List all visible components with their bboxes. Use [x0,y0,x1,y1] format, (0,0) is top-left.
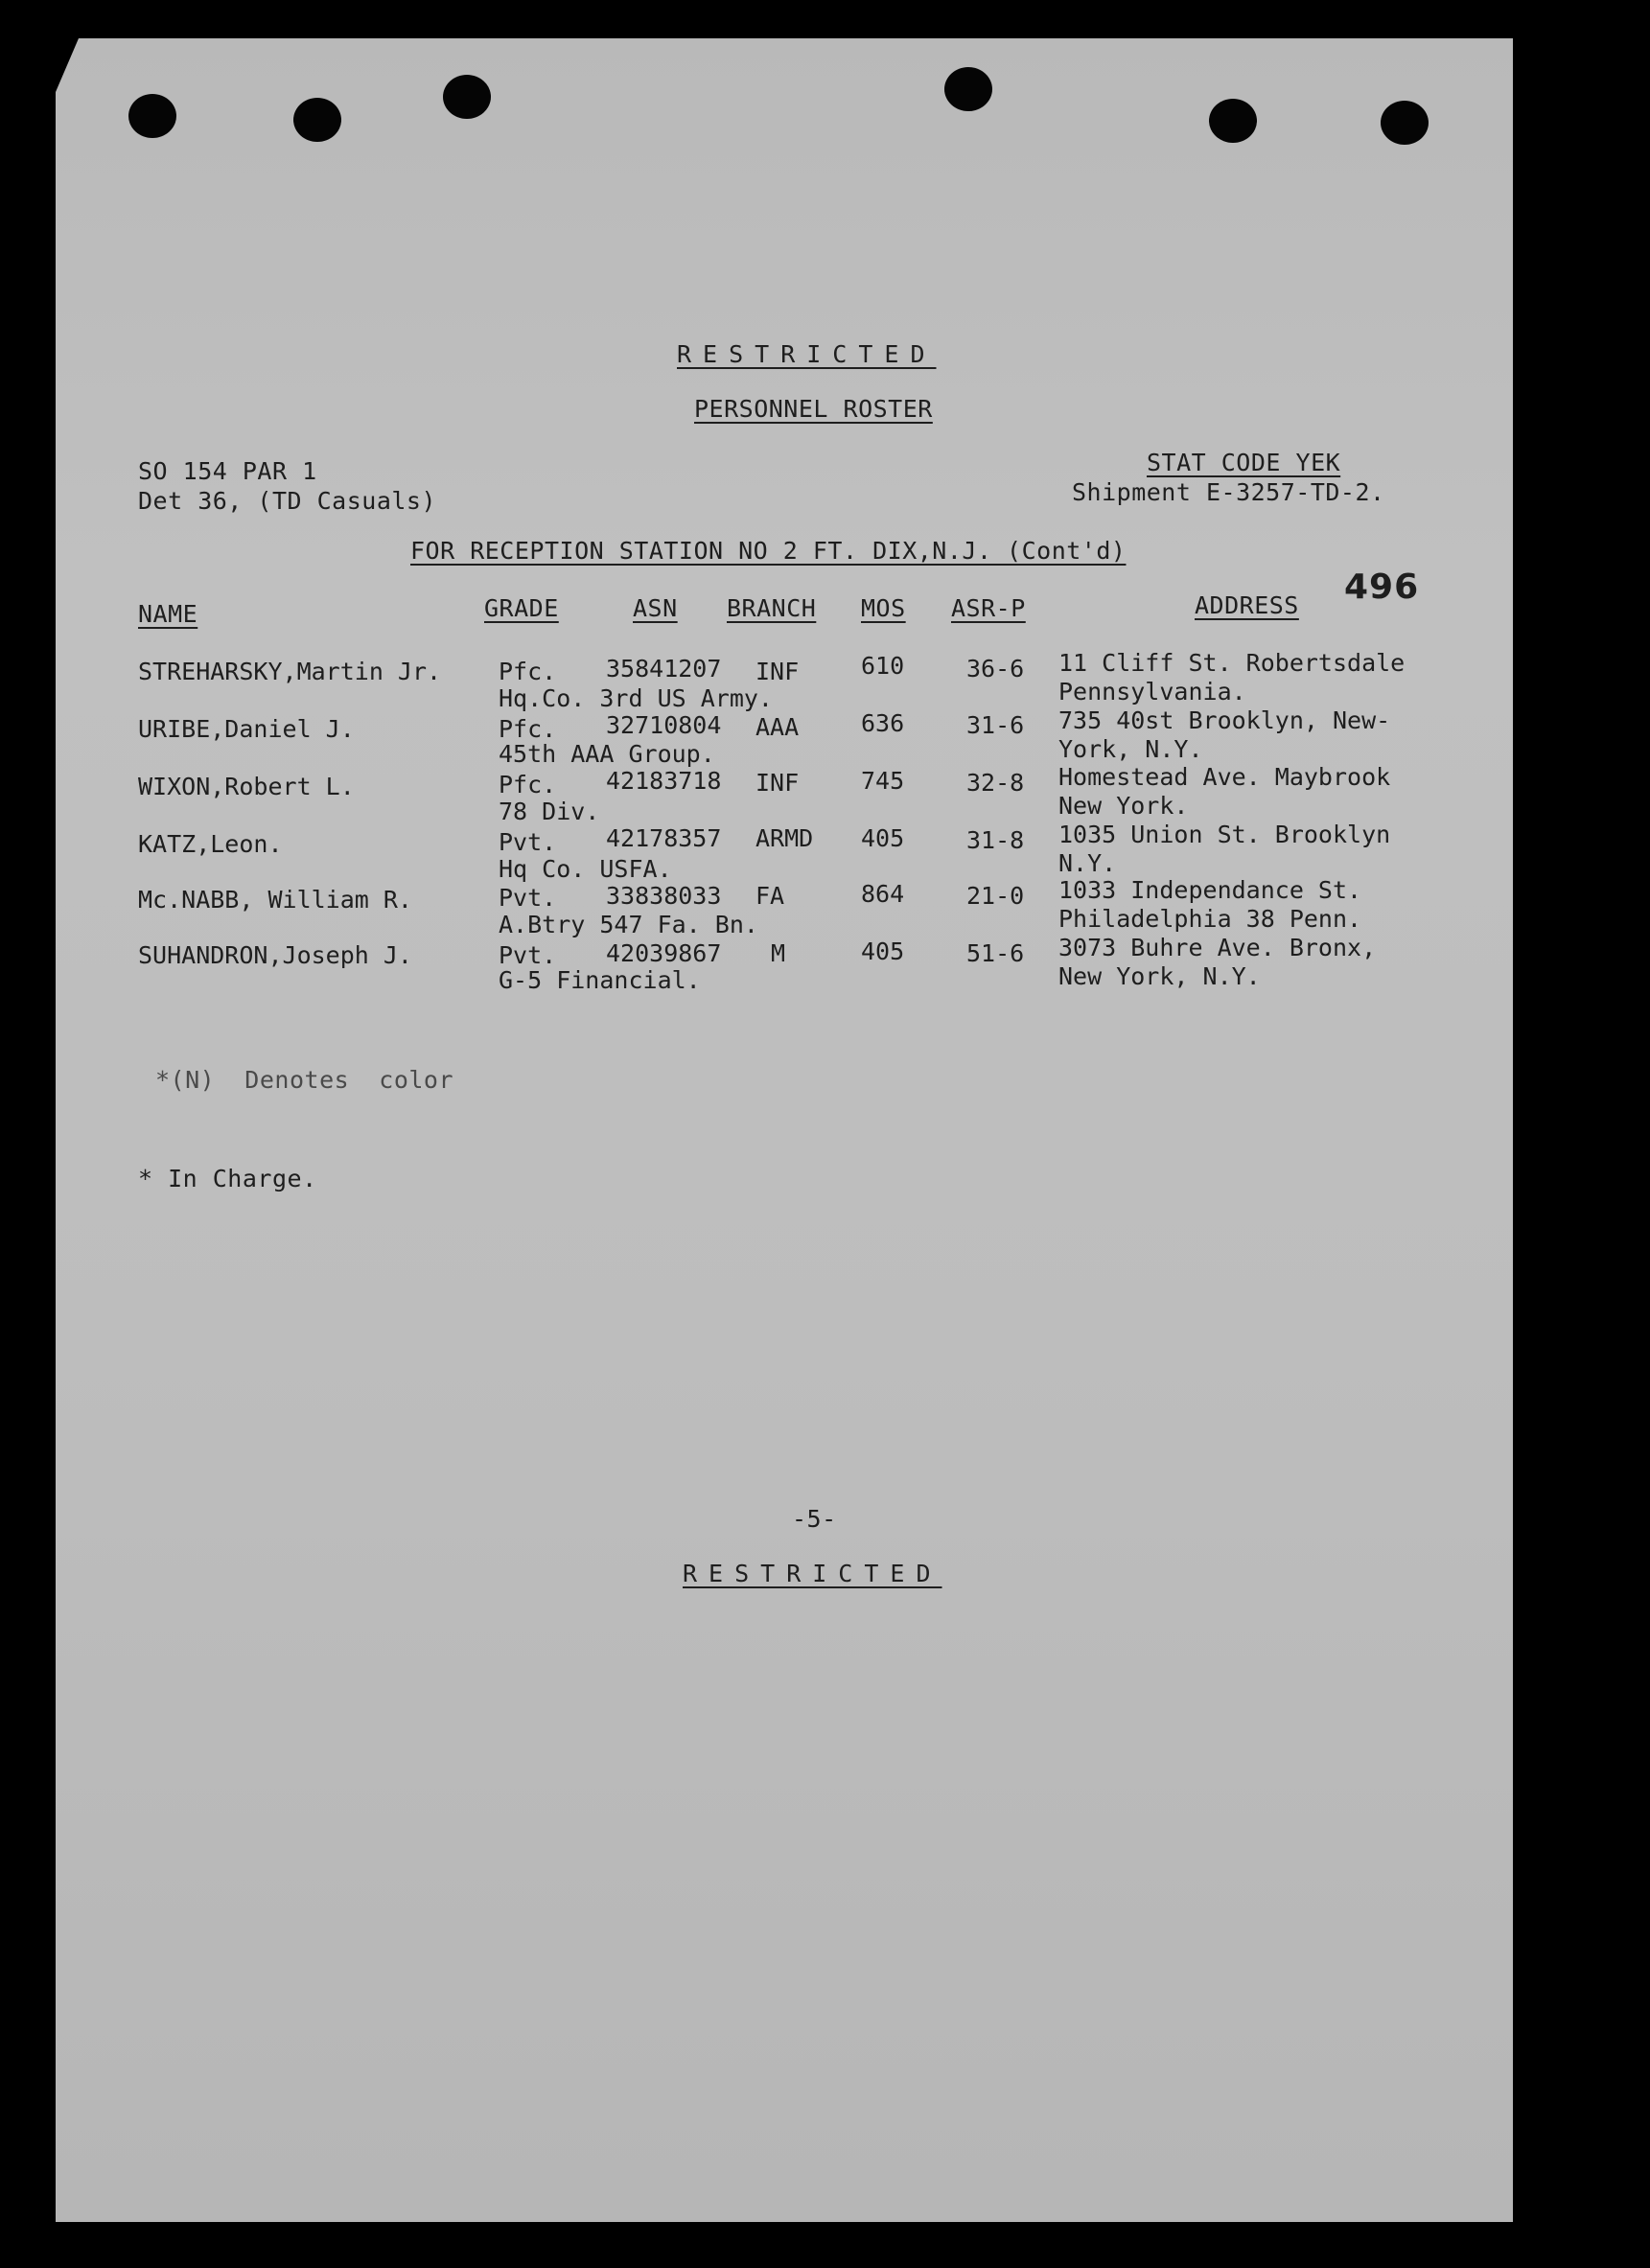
destination-line: FOR RECEPTION STATION NO 2 FT. DIX,N.J. (Cont'd) [410,537,1127,565]
row-asn: 35841207 [606,655,722,683]
stat-code: STAT CODE YEK [1147,449,1341,476]
footnote-color: *(N) Denotes color [155,1066,454,1094]
row-mos: 745 [861,767,905,795]
row-branch: INF [755,658,800,685]
row-address-line2: N.Y. [1058,849,1117,877]
row-address-line2: New York, N.Y. [1058,962,1261,990]
punch-hole [293,98,341,142]
special-order-line: SO 154 PAR 1 [138,457,317,485]
row-asr: 21-0 [966,882,1025,910]
row-name: SUHANDRON,Joseph J. [138,941,412,969]
row-asn: 42039867 [606,939,722,967]
row-address-line1: 1033 Independance St. [1058,876,1362,904]
column-header-asr: ASR-P [951,594,1026,622]
row-branch: M [771,939,786,967]
punch-hole [443,75,491,119]
footnote-in-charge: * In Charge. [138,1165,317,1192]
row-grade: Pfc. [499,715,557,743]
row-address-line2: Philadelphia 38 Penn. [1058,905,1362,933]
row-grade: Pfc. [499,771,557,798]
column-header-branch: BRANCH [727,594,817,622]
row-branch: AAA [755,713,800,741]
row-unit: G-5 Financial. [499,966,701,994]
row-mos: 405 [861,824,905,852]
row-asn: 33838033 [606,882,722,910]
row-grade: Pvt. [499,884,557,912]
row-address-line2: York, N.Y. [1058,735,1203,763]
row-asr: 36-6 [966,655,1025,683]
column-header-asn: ASN [633,594,678,622]
document-title: PERSONNEL ROSTER [694,395,933,423]
document-number: 496 [1344,567,1420,607]
row-address-line1: 1035 Union St. Brooklyn [1058,821,1391,848]
row-mos: 864 [861,880,905,908]
row-address-line1: 735 40st Brooklyn, New- [1058,706,1391,734]
row-branch: ARMD [755,824,814,852]
row-asr: 32-8 [966,769,1025,797]
row-address-line1: Homestead Ave. Maybrook [1058,763,1391,791]
row-name: KATZ,Leon. [138,830,283,858]
row-unit: Hq Co. USFA. [499,855,672,883]
column-header-address: ADDRESS [1195,591,1299,619]
row-asr: 51-6 [966,939,1025,967]
row-unit: 78 Div. [499,798,600,825]
row-asn: 42178357 [606,824,722,852]
row-mos: 636 [861,709,905,737]
punch-hole [944,67,992,111]
row-branch: FA [755,882,785,910]
row-unit: Hq.Co. 3rd US Army. [499,684,773,712]
row-address-line1: 11 Cliff St. Robertsdale [1058,649,1406,677]
row-grade: Pfc. [499,658,557,685]
row-grade: Pvt. [499,828,557,856]
column-header-grade: GRADE [484,594,559,622]
punch-hole [128,94,176,138]
punch-hole [1381,101,1429,145]
page-number: -5- [792,1505,837,1533]
row-asn: 32710804 [606,711,722,739]
row-mos: 405 [861,937,905,965]
punch-hole [1209,99,1257,143]
classification-top: RESTRICTED [677,340,937,368]
detachment-line: Det 36, (TD Casuals) [138,487,437,515]
row-asr: 31-6 [966,711,1025,739]
row-asn: 42183718 [606,767,722,795]
row-mos: 610 [861,652,905,680]
row-name: STREHARSKY,Martin Jr. [138,658,442,685]
shipment-number: Shipment E-3257-TD-2. [1072,478,1385,506]
row-name: Mc.NABB, William R. [138,886,412,914]
row-address-line2: Pennsylvania. [1058,678,1246,706]
column-header-name: NAME [138,600,198,628]
row-address-line2: New York. [1058,792,1189,820]
row-grade: Pvt. [499,941,557,969]
row-name: WIXON,Robert L. [138,773,355,800]
row-address-line1: 3073 Buhre Ave. Bronx, [1058,934,1377,961]
row-asr: 31-8 [966,826,1025,854]
column-header-mos: MOS [861,594,906,622]
row-unit: 45th AAA Group. [499,740,715,768]
row-branch: INF [755,769,800,797]
row-unit: A.Btry 547 Fa. Bn. [499,911,758,938]
row-name: URIBE,Daniel J. [138,715,355,743]
classification-bottom: RESTRICTED [683,1560,942,1587]
